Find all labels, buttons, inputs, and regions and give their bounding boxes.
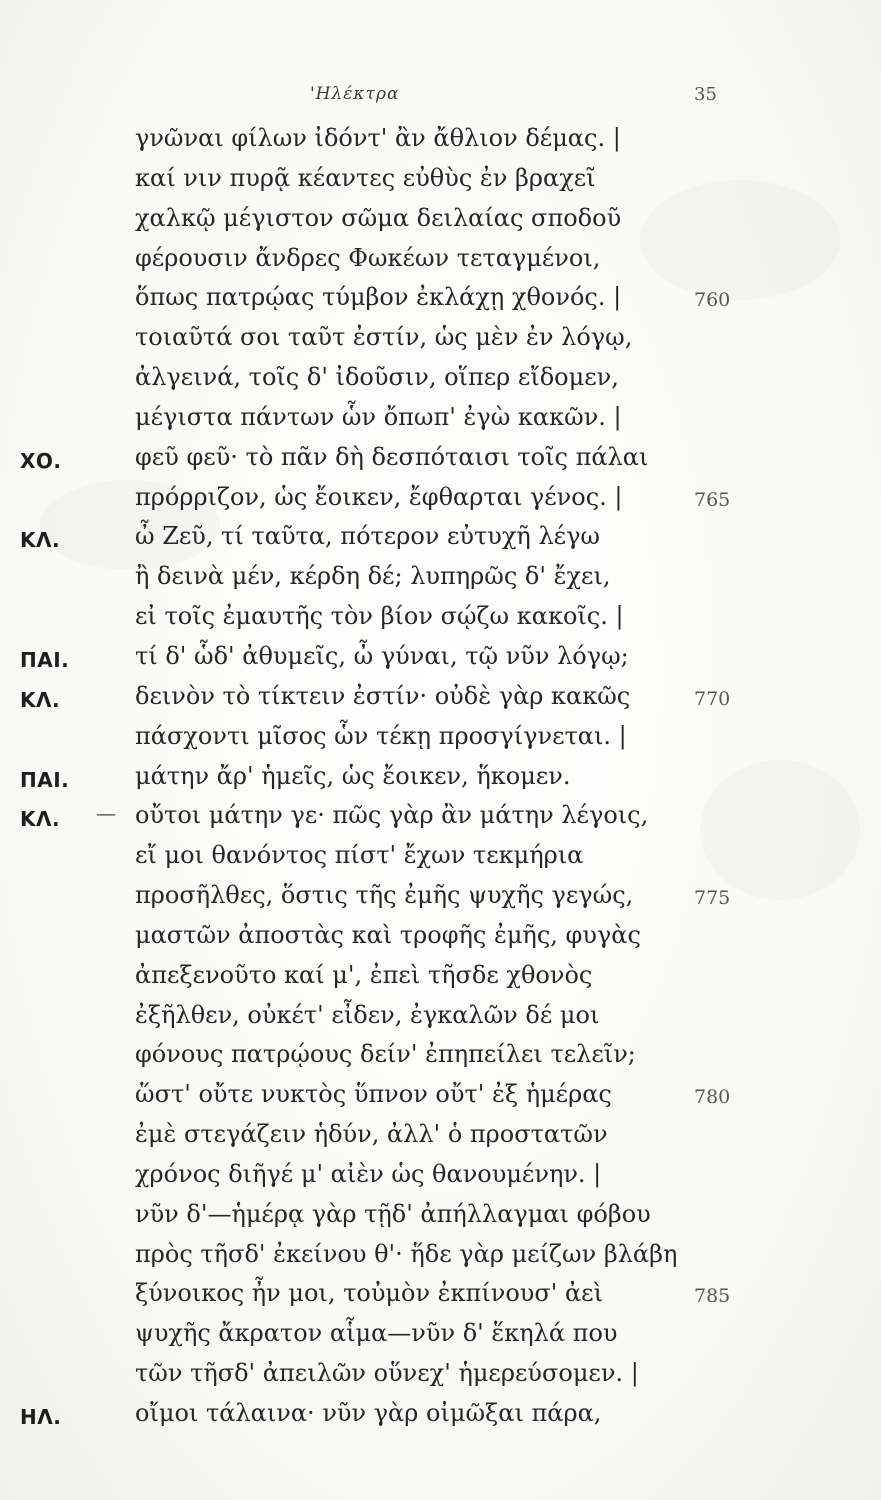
verse-line <box>0 361 881 401</box>
verse-line <box>0 401 881 441</box>
speaker-label: ΚΛ. <box>20 687 61 712</box>
verse-line <box>0 281 881 321</box>
verse-text: πάσχοντι μῖσος ὧν τέκῃ προσγίγνεται. | <box>135 721 627 750</box>
verse-line <box>0 1357 881 1397</box>
verse-text: εἴ μοι θανόντος πίστ' ἔχων τεκμήρια <box>135 841 584 870</box>
verse-text: ἢ δεινὰ μέν, κέρδη δέ; λυπηρῶς δ' ἔχει, <box>135 562 611 591</box>
verse-line <box>0 242 881 282</box>
verse-line <box>0 1038 881 1078</box>
verse-text: ἐμὲ στεγάζειν ἡδύν, ἀλλ' ὁ προστατῶν <box>135 1120 608 1149</box>
verse-text: ὦ Ζεῦ, τί ταῦτα, πότερον εὐτυχῆ λέγω <box>135 522 600 551</box>
verse-line <box>0 162 881 202</box>
speaker-label: ΧΟ. <box>20 448 62 473</box>
verse-line <box>0 560 881 600</box>
speaker-label: ΚΛ. <box>20 807 61 832</box>
verse-text: ὥστ' οὔτε νυκτὸς ὕπνον οὔτ' ἐξ ἡμέρας <box>135 1080 612 1109</box>
verse-text: ξύνοικος ἦν μοι, τοὐμὸν ἐκπίνουσ' ἀεὶ <box>135 1279 604 1308</box>
verse-line <box>0 122 881 162</box>
verse-line <box>0 999 881 1039</box>
speaker-dash: — <box>96 801 116 826</box>
verse-text: ἀπεξενοῦτο καί μ', ἐπεὶ τῆσδε χθονὸς <box>135 960 593 989</box>
verse-text: ἀλγεινά, τοῖς δ' ἰδοῦσιν, οἵπερ εἴδομεν, <box>135 363 619 392</box>
verse-line <box>0 600 881 640</box>
verse-line <box>0 202 881 242</box>
running-title: 'Ηλέκτρα <box>310 84 400 104</box>
verse-text: τοιαῦτά σοι ταῦτ ἐστίν, ὡς μὲν ἐν λόγῳ, <box>135 323 633 352</box>
verse-line <box>0 680 881 720</box>
verse-text: φόνους πατρῴους δείν' ἐπηπείλει τελεῖν; <box>135 1040 636 1069</box>
line-number: 785 <box>694 1285 731 1308</box>
verse-line <box>0 839 881 879</box>
speaker-label: ΗΛ. <box>20 1405 62 1429</box>
verse-text: νῦν δ'—ἡμέρᾳ γὰρ τῇδ' ἀπήλλαγμαι φόβου <box>135 1199 651 1228</box>
line-number: 760 <box>694 289 731 312</box>
line-number: 780 <box>694 1086 731 1109</box>
verse-line <box>0 959 881 999</box>
line-number: 765 <box>694 488 731 511</box>
page-number: 35 <box>694 84 717 105</box>
verse-text: καί νιν πυρᾷ κέαντες εὐθὺς ἐν βραχεῖ <box>135 163 596 192</box>
verse-text: προσῆλθες, ὅστις τῆς ἐμῆς ψυχῆς γεγώς, <box>135 881 634 910</box>
verse-line <box>0 1317 881 1357</box>
verse-line <box>0 640 881 680</box>
verse-text: χρόνος διῆγέ μ' αἰὲν ὡς θανουμένην. | <box>135 1159 602 1188</box>
verse-text: εἰ τοῖς ἐμαυτῆς τὸν βίον σῴζω κακοῖς. | <box>135 602 624 631</box>
speaker-label: ΠΑΙ. <box>20 647 70 672</box>
verse-line <box>0 1078 881 1118</box>
verse-text: φέρουσιν ἄνδρες Φωκέων τεταγμένοι, <box>135 243 601 272</box>
verse-text: οἴμοι τάλαινα· νῦν γὰρ οἰμῶξαι πάρα, <box>135 1399 602 1427</box>
verse-line <box>0 1118 881 1158</box>
speaker-label: ΠΑΙ. <box>20 767 70 792</box>
verse-text: μέγιστα πάντων ὧν ὄπωπ' ἐγὼ κακῶν. | <box>135 402 622 431</box>
verse-line <box>0 919 881 959</box>
verse-text: τῶν τῆσδ' ἀπειλῶν οὕνεχ' ἡμερεύσομεν. | <box>135 1359 639 1388</box>
verse-block <box>0 122 881 1437</box>
verse-line <box>0 520 881 560</box>
verse-text: οὔτοι μάτην γε· πῶς γὰρ ἂν μάτην λέγοις, <box>135 801 649 830</box>
verse-line <box>0 799 881 839</box>
verse-text: χαλκῷ μέγιστον σῶμα δειλαίας σποδοῦ <box>135 203 622 232</box>
verse-line <box>0 720 881 760</box>
verse-text: μαστῶν ἀποστὰς καὶ τροφῆς ἐμῆς, φυγὰς <box>135 920 641 949</box>
verse-line <box>0 1238 881 1278</box>
verse-line <box>0 481 881 521</box>
verse-text: πρόρριζον, ὡς ἔοικεν, ἔφθαρται γένος. | <box>135 482 623 511</box>
verse-text: πρὸς τῆσδ' ἐκείνου θ'· ἥδε γὰρ μείζων βλάβη <box>135 1239 678 1268</box>
running-head <box>0 84 881 114</box>
verse-text: φεῦ φεῦ· τὸ πᾶν δὴ δεσπόταισι τοῖς πάλαι <box>135 442 649 471</box>
verse-text: ὅπως πατρῴας τύμβον ἐκλάχῃ χθονός. | <box>135 283 622 312</box>
speaker-label: ΚΛ. <box>20 528 61 553</box>
verse-line <box>0 1158 881 1198</box>
verse-text: γνῶναι φίλων ἰδόντ' ἂν ἄθλιον δέμας. | <box>135 124 621 152</box>
verse-text: τί δ' ὧδ' ἀθυμεῖς, ὦ γύναι, τῷ νῦν λόγῳ; <box>135 641 629 670</box>
verse-line <box>0 321 881 361</box>
verse-line <box>0 1198 881 1238</box>
verse-text: μάτην ἄρ' ἡμεῖς, ὡς ἔοικεν, ἥκομεν. <box>135 761 571 790</box>
verse-line <box>0 1397 881 1437</box>
verse-line <box>0 1277 881 1317</box>
verse-line <box>0 441 881 481</box>
verse-text: δεινὸν τὸ τίκτειν ἐστίν· οὐδὲ γὰρ κακῶς <box>135 681 631 710</box>
verse-line <box>0 879 881 919</box>
verse-text: ψυχῆς ἄκρατον αἷμα—νῦν δ' ἕκηλά που <box>135 1319 618 1348</box>
verse-line <box>0 760 881 800</box>
verse-text: ἐξῆλθεν, οὐκέτ' εἶδεν, ἐγκαλῶν δέ μοι <box>135 1000 600 1029</box>
line-number: 775 <box>694 887 731 910</box>
line-number: 770 <box>694 687 731 710</box>
